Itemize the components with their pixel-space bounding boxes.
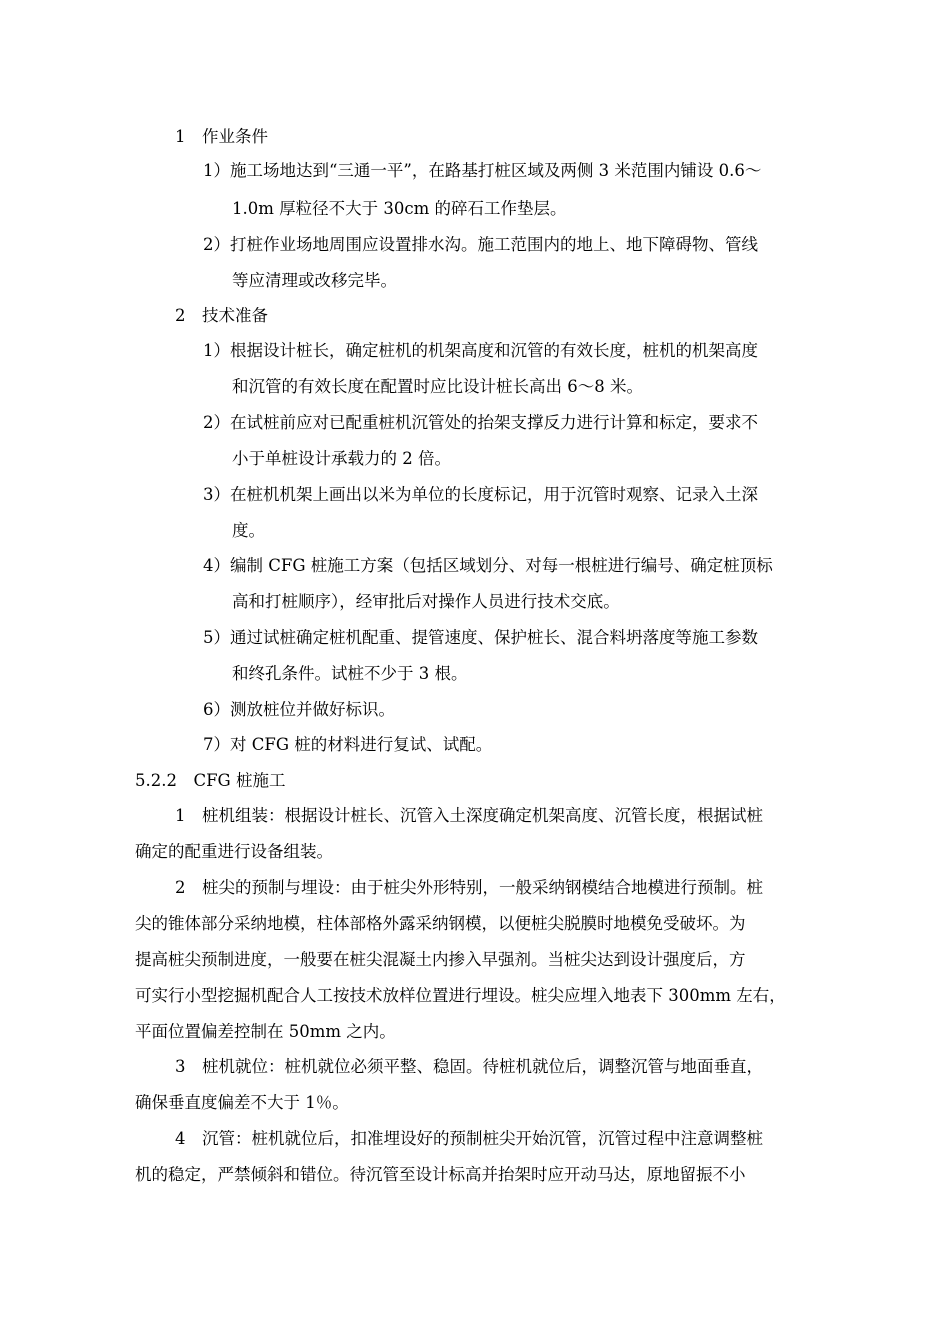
tech-prep-item-7: 7）对 CFG 桩的材料进行复试、试配。 (203, 735, 493, 754)
cfg-para-1-line-1: 1 桩机组装：根据设计桩长、沉管入土深度确定机架高度、沉管长度，根据试桩 (175, 806, 763, 825)
tech-prep-item-5-line-2: 和终孔条件。试桩不少于 3 根。 (232, 664, 468, 683)
tech-prep-item-4-line-1: 4）编制 CFG 桩施工方案（包括区域划分、对每一根桩进行编号、确定桩顶标 (203, 556, 773, 575)
cfg-para-3-line-2: 确保垂直度偏差不大于 1％。 (135, 1093, 349, 1112)
work-conditions-item-1-line-1: 1）施工场地达到“三通一平”，在路基打桩区域及两侧 3 米范围内铺设 0.6～ (203, 161, 762, 180)
cfg-para-1-line-2: 确定的配重进行设备组装。 (135, 842, 333, 861)
cfg-para-4-line-2: 机的稳定，严禁倾斜和错位。待沉管至设计标高并抬架时应开动马达，原地留振不小 (135, 1165, 746, 1184)
tech-prep-item-4-line-2: 高和打桩顺序），经审批后对操作人员进行技术交底。 (232, 592, 620, 611)
cfg-para-2-line-4: 可实行小型挖掘机配合人工按技术放样位置进行埋设。桩尖应埋入地表下 300mm 左右， (135, 986, 786, 1005)
tech-prep-item-1-line-2: 和沉管的有效长度在配置时应比设计桩长高出 6～8 米。 (232, 377, 643, 396)
work-conditions-item-2-line-2: 等应清理或改移完毕。 (232, 271, 397, 290)
tech-prep-item-5-line-1: 5）通过试桩确定桩机配重、提管速度、保护桩长、混合料坍落度等施工参数 (203, 628, 758, 647)
tech-prep-item-2-line-2: 小于单桩设计承载力的 2 倍。 (232, 449, 451, 468)
tech-prep-item-3-line-2: 度。 (232, 521, 265, 540)
tech-prep-item-3-line-1: 3）在桩机机架上画出以米为单位的长度标记，用于沉管时观察、记录入土深 (203, 485, 758, 504)
tech-prep-item-6: 6）测放桩位并做好标识。 (203, 700, 395, 719)
tech-prep-item-1-line-1: 1）根据设计桩长，确定桩机的机架高度和沉管的有效长度，桩机的机架高度 (203, 341, 758, 360)
cfg-para-4-line-1: 4 沉管：桩机就位后，扣准埋设好的预制桩尖开始沉管，沉管过程中注意调整桩 (175, 1129, 763, 1148)
cfg-para-2-line-2: 尖的锥体部分采纳地模，柱体部格外露采纳钢模，以便桩尖脱膜时地模免受破坏。为 (135, 914, 746, 933)
cfg-para-2-line-5: 平面位置偏差控制在 50mm 之内。 (135, 1022, 396, 1041)
tech-prep-item-2-line-1: 2）在试桩前应对已配重桩机沉管处的抬架支撑反力进行计算和标定，要求不 (203, 413, 758, 432)
cfg-para-2-line-1: 2 桩尖的预制与埋设：由于桩尖外形特别，一般采纳钢模结合地模进行预制。桩 (175, 878, 763, 897)
section-heading-cfg-construction: 5.2.2 CFG 桩施工 (135, 771, 286, 790)
section-heading-technical-preparation: 2 技术准备 (175, 306, 268, 325)
work-conditions-item-1-line-2: 1.0m 厚粒径不大于 30cm 的碎石工作垫层。 (232, 199, 567, 218)
cfg-para-3-line-1: 3 桩机就位：桩机就位必须平整、稳固。待桩机就位后，调整沉管与地面垂直， (175, 1057, 763, 1076)
section-heading-work-conditions: 1 作业条件 (175, 127, 268, 146)
work-conditions-item-2-line-1: 2）打桩作业场地周围应设置排水沟。施工范围内的地上、地下障碍物、管线 (203, 235, 758, 254)
cfg-para-2-line-3: 提高桩尖预制进度，一般要在桩尖混凝土内掺入早强剂。当桩尖达到设计强度后，方 (135, 950, 746, 969)
